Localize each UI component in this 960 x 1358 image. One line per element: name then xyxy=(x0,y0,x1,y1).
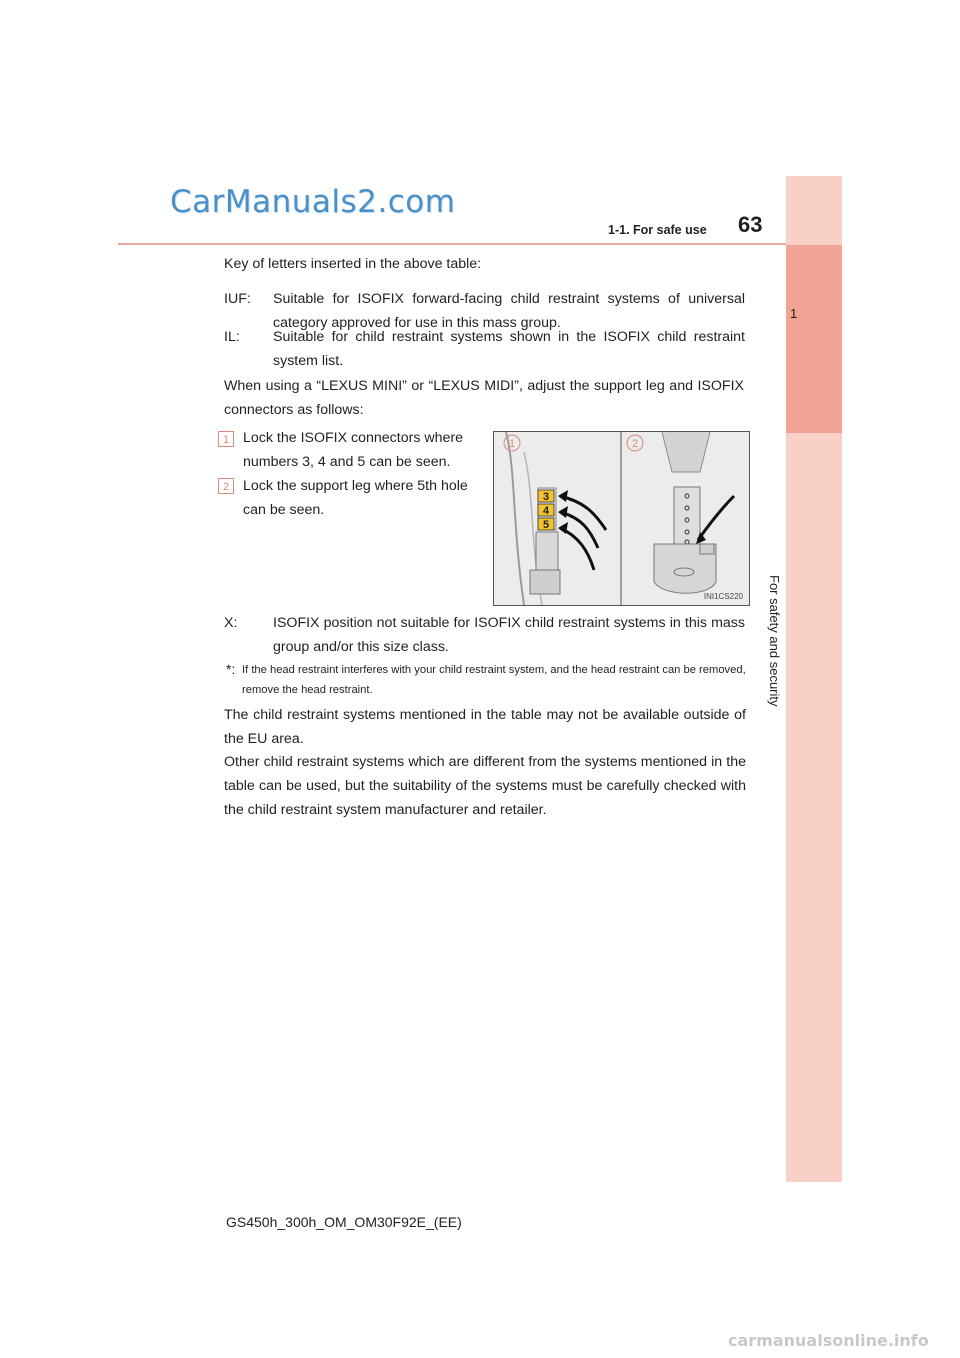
definition-text: ISOFIX position not suitable for ISOFIX child restraint systems in this mass group and/or this size class. xyxy=(273,615,745,655)
isofix-diagram xyxy=(494,432,749,605)
figure-label-2: 2 xyxy=(631,438,639,450)
connector-number-5: 5 xyxy=(542,519,550,531)
definition-term: IUF: xyxy=(224,291,251,307)
page-number: 63 xyxy=(738,212,763,237)
lexus-note: When using a “LEXUS MINI” or “LEXUS MIDI”, adjust the support leg and ISOFIX connectors as follows: xyxy=(224,378,744,418)
footnote-text: If the head restraint interferes with your child restraint system, and the head restraint can be removed, remove the head restraint. xyxy=(242,664,746,696)
definition-term: X: xyxy=(224,615,238,631)
side-tab-active xyxy=(786,245,842,433)
step-2-text: Lock the support leg where 5th hole can be seen. xyxy=(243,478,468,518)
definition-text: Suitable for ISOFIX forward-facing child restraint systems of universal category approved for use in this mass group. xyxy=(273,291,745,331)
chapter-title: For safety and security xyxy=(767,575,782,707)
watermark-logo[interactable]: CarManuals2.com xyxy=(170,184,456,220)
step-1-badge: 1 xyxy=(218,431,234,447)
footnote-mark: *: xyxy=(226,661,236,677)
connector-number-3: 3 xyxy=(542,491,550,503)
footer-code: GS450h_300h_OM_OM30F92E_(EE) xyxy=(226,1214,462,1230)
watermark-bottom[interactable]: carmanualsonline.info xyxy=(728,1331,929,1350)
step-1-text: Lock the ISOFIX connectors where numbers 3, 4 and 5 can be seen. xyxy=(243,430,464,470)
key-intro: Key of letters inserted in the above table: xyxy=(224,256,482,272)
isofix-illustration xyxy=(493,431,750,606)
step-2-badge: 2 xyxy=(218,478,234,494)
definition-text: Suitable for child restraint systems shown in the ISOFIX child restraint system list. xyxy=(273,329,745,369)
figure-label-1: 1 xyxy=(508,438,516,450)
para-other-systems: Other child restraint systems which are different from the systems mentioned in the table can be used, but the suitability of the systems must be carefully checked with the child restraint system manufacturer and retailer. xyxy=(224,754,746,818)
section-header: 1-1. For safe use xyxy=(608,223,707,237)
chapter-number: 1 xyxy=(790,306,798,321)
para-eu-area: The child restraint systems mentioned in the table may not be available outside of the EU area. xyxy=(224,707,746,747)
definition-term: IL: xyxy=(224,329,240,345)
connector-number-4: 4 xyxy=(542,505,550,517)
figure-code: INI1CS220 xyxy=(703,592,743,601)
header-rule xyxy=(118,243,786,245)
